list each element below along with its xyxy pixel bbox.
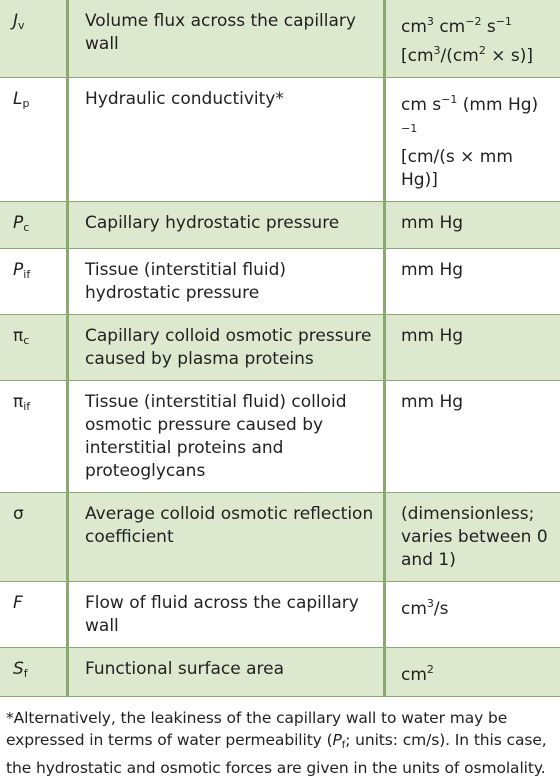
symbol: F xyxy=(13,593,23,613)
symbol: J xyxy=(13,11,18,31)
table-row xyxy=(0,202,560,249)
symbol: π xyxy=(13,392,23,412)
symbol-subscript: f xyxy=(24,667,28,680)
table-row xyxy=(0,78,560,202)
table-row xyxy=(0,0,560,78)
table-row xyxy=(0,493,560,582)
symbol: π xyxy=(13,326,23,346)
symbol-cell xyxy=(0,78,68,202)
description-cell: Tissue (interstitial fluid) colloid osmotic pressure caused by interstitial proteins and proteoglycans xyxy=(68,381,385,493)
symbol-cell xyxy=(0,582,68,648)
description-cell: Volume flux across the capillary wall xyxy=(68,0,385,78)
symbol: P xyxy=(13,260,23,280)
symbol-subscript: p xyxy=(22,97,29,110)
unit-cell: $cm^3/s$ xyxy=(385,582,560,648)
table-row xyxy=(0,381,560,493)
symbol: σ xyxy=(13,504,24,524)
description-cell: Capillary colloid osmotic pressure caused by plasma proteins xyxy=(68,315,385,381)
symbol-subscript: v xyxy=(18,19,25,32)
symbol-subscript: if xyxy=(23,268,30,281)
description-cell: Hydraulic conductivity* xyxy=(68,78,385,202)
table-row xyxy=(0,315,560,381)
symbol: P xyxy=(13,213,23,233)
symbol-cell xyxy=(0,493,68,582)
symbol-cell xyxy=(0,381,68,493)
description-cell: Average colloid osmotic reflection coefficient xyxy=(68,493,385,582)
symbol-cell xyxy=(0,249,68,315)
unit-cell: mm Hg xyxy=(385,315,560,381)
symbol-cell xyxy=(0,0,68,78)
unit-cell: (dimensionless; varies between 0 and 1) xyxy=(385,493,560,582)
description-cell: Functional surface area xyxy=(68,648,385,697)
symbol-subscript: if xyxy=(23,400,30,413)
table-row xyxy=(0,582,560,648)
symbol-subscript: c xyxy=(23,334,29,347)
symbol-subscript: c xyxy=(23,221,29,234)
unit-cell: cm $s^{-1}$ (mm Hg)$^{-1}$ [cm/(s × mm Hg)] xyxy=(385,78,560,202)
unit-cell: mm Hg xyxy=(385,202,560,249)
symbol-cell xyxy=(0,202,68,249)
unit-cell: $cm^2$ xyxy=(385,648,560,697)
symbol-cell xyxy=(0,315,68,381)
description-cell: Capillary hydrostatic pressure xyxy=(68,202,385,249)
description-cell: Flow of fluid across the capillary wall xyxy=(68,582,385,648)
symbol: L xyxy=(13,89,22,109)
table-row xyxy=(0,249,560,315)
symbol: S xyxy=(13,659,24,679)
unit-cell: mm Hg xyxy=(385,249,560,315)
table-row xyxy=(0,648,560,697)
symbol-cell xyxy=(0,648,68,697)
unit-cell: $cm^3$ $cm^{-2}$ $s^{-1}$ $[cm^3/(cm^2 \times s)]$ xyxy=(385,0,560,78)
unit-cell: mm Hg xyxy=(385,381,560,493)
description-cell: Tissue (interstitial fluid) hydrostatic pressure xyxy=(68,249,385,315)
footnote: *Alternatively, the leakiness of the capillary wall to water may be expressed in terms of water permeability ($P_f$; units: cm/s). In this case, the hydrostatic and osmotic forces are given in the units of osmolality. xyxy=(0,697,560,779)
